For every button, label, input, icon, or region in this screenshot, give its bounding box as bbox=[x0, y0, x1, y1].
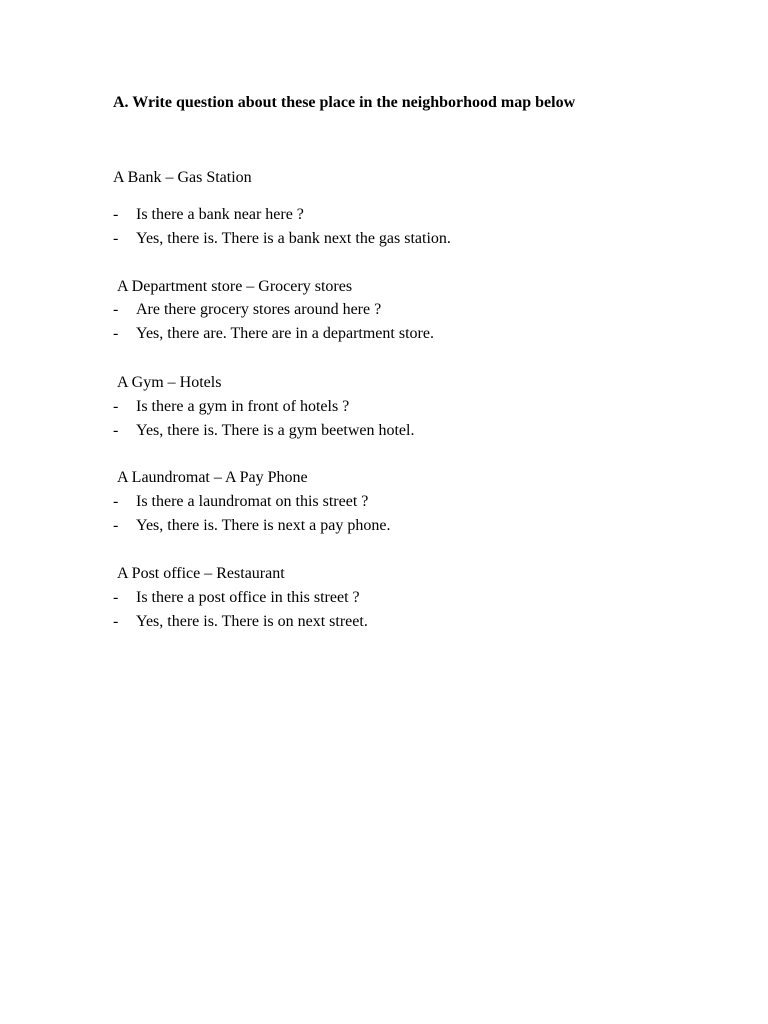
bullet-dash: - bbox=[113, 422, 119, 439]
section-heading-department-store: A Department store – Grocery stores bbox=[117, 278, 353, 295]
question-text: Are there grocery stores around here ? bbox=[136, 301, 382, 318]
answer-text: Yes, there are. There are in a department store. bbox=[136, 325, 434, 342]
section-heading-laundromat: A Laundromat – A Pay Phone bbox=[117, 469, 308, 486]
worksheet-title: A. Write question about these place in the neighborhood map below bbox=[113, 94, 576, 111]
bullet-dash: - bbox=[113, 325, 119, 342]
question-text: Is there a laundromat on this street ? bbox=[136, 493, 369, 510]
bullet-dash: - bbox=[113, 206, 119, 223]
bullet-dash: - bbox=[113, 493, 119, 510]
section-heading-gym: A Gym – Hotels bbox=[117, 374, 222, 391]
question-text: Is there a gym in front of hotels ? bbox=[136, 398, 350, 415]
question-text: Is there a post office in this street ? bbox=[136, 589, 360, 606]
bullet-dash: - bbox=[113, 398, 119, 415]
bullet-dash: - bbox=[113, 613, 119, 630]
bullet-dash: - bbox=[113, 230, 119, 247]
bullet-dash: - bbox=[113, 301, 119, 318]
bullet-dash: - bbox=[113, 589, 119, 606]
answer-text: Yes, there is. There is on next street. bbox=[136, 613, 368, 630]
answer-text: Yes, there is. There is next a pay phone. bbox=[136, 517, 391, 534]
bullet-dash: - bbox=[113, 517, 119, 534]
answer-text: Yes, there is. There is a gym beetwen hotel. bbox=[136, 422, 415, 439]
section-heading-bank: A Bank – Gas Station bbox=[113, 169, 252, 186]
question-text: Is there a bank near here ? bbox=[136, 206, 304, 223]
section-heading-post-office: A Post office – Restaurant bbox=[117, 565, 285, 582]
answer-text: Yes, there is. There is a bank next the gas station. bbox=[136, 230, 451, 247]
